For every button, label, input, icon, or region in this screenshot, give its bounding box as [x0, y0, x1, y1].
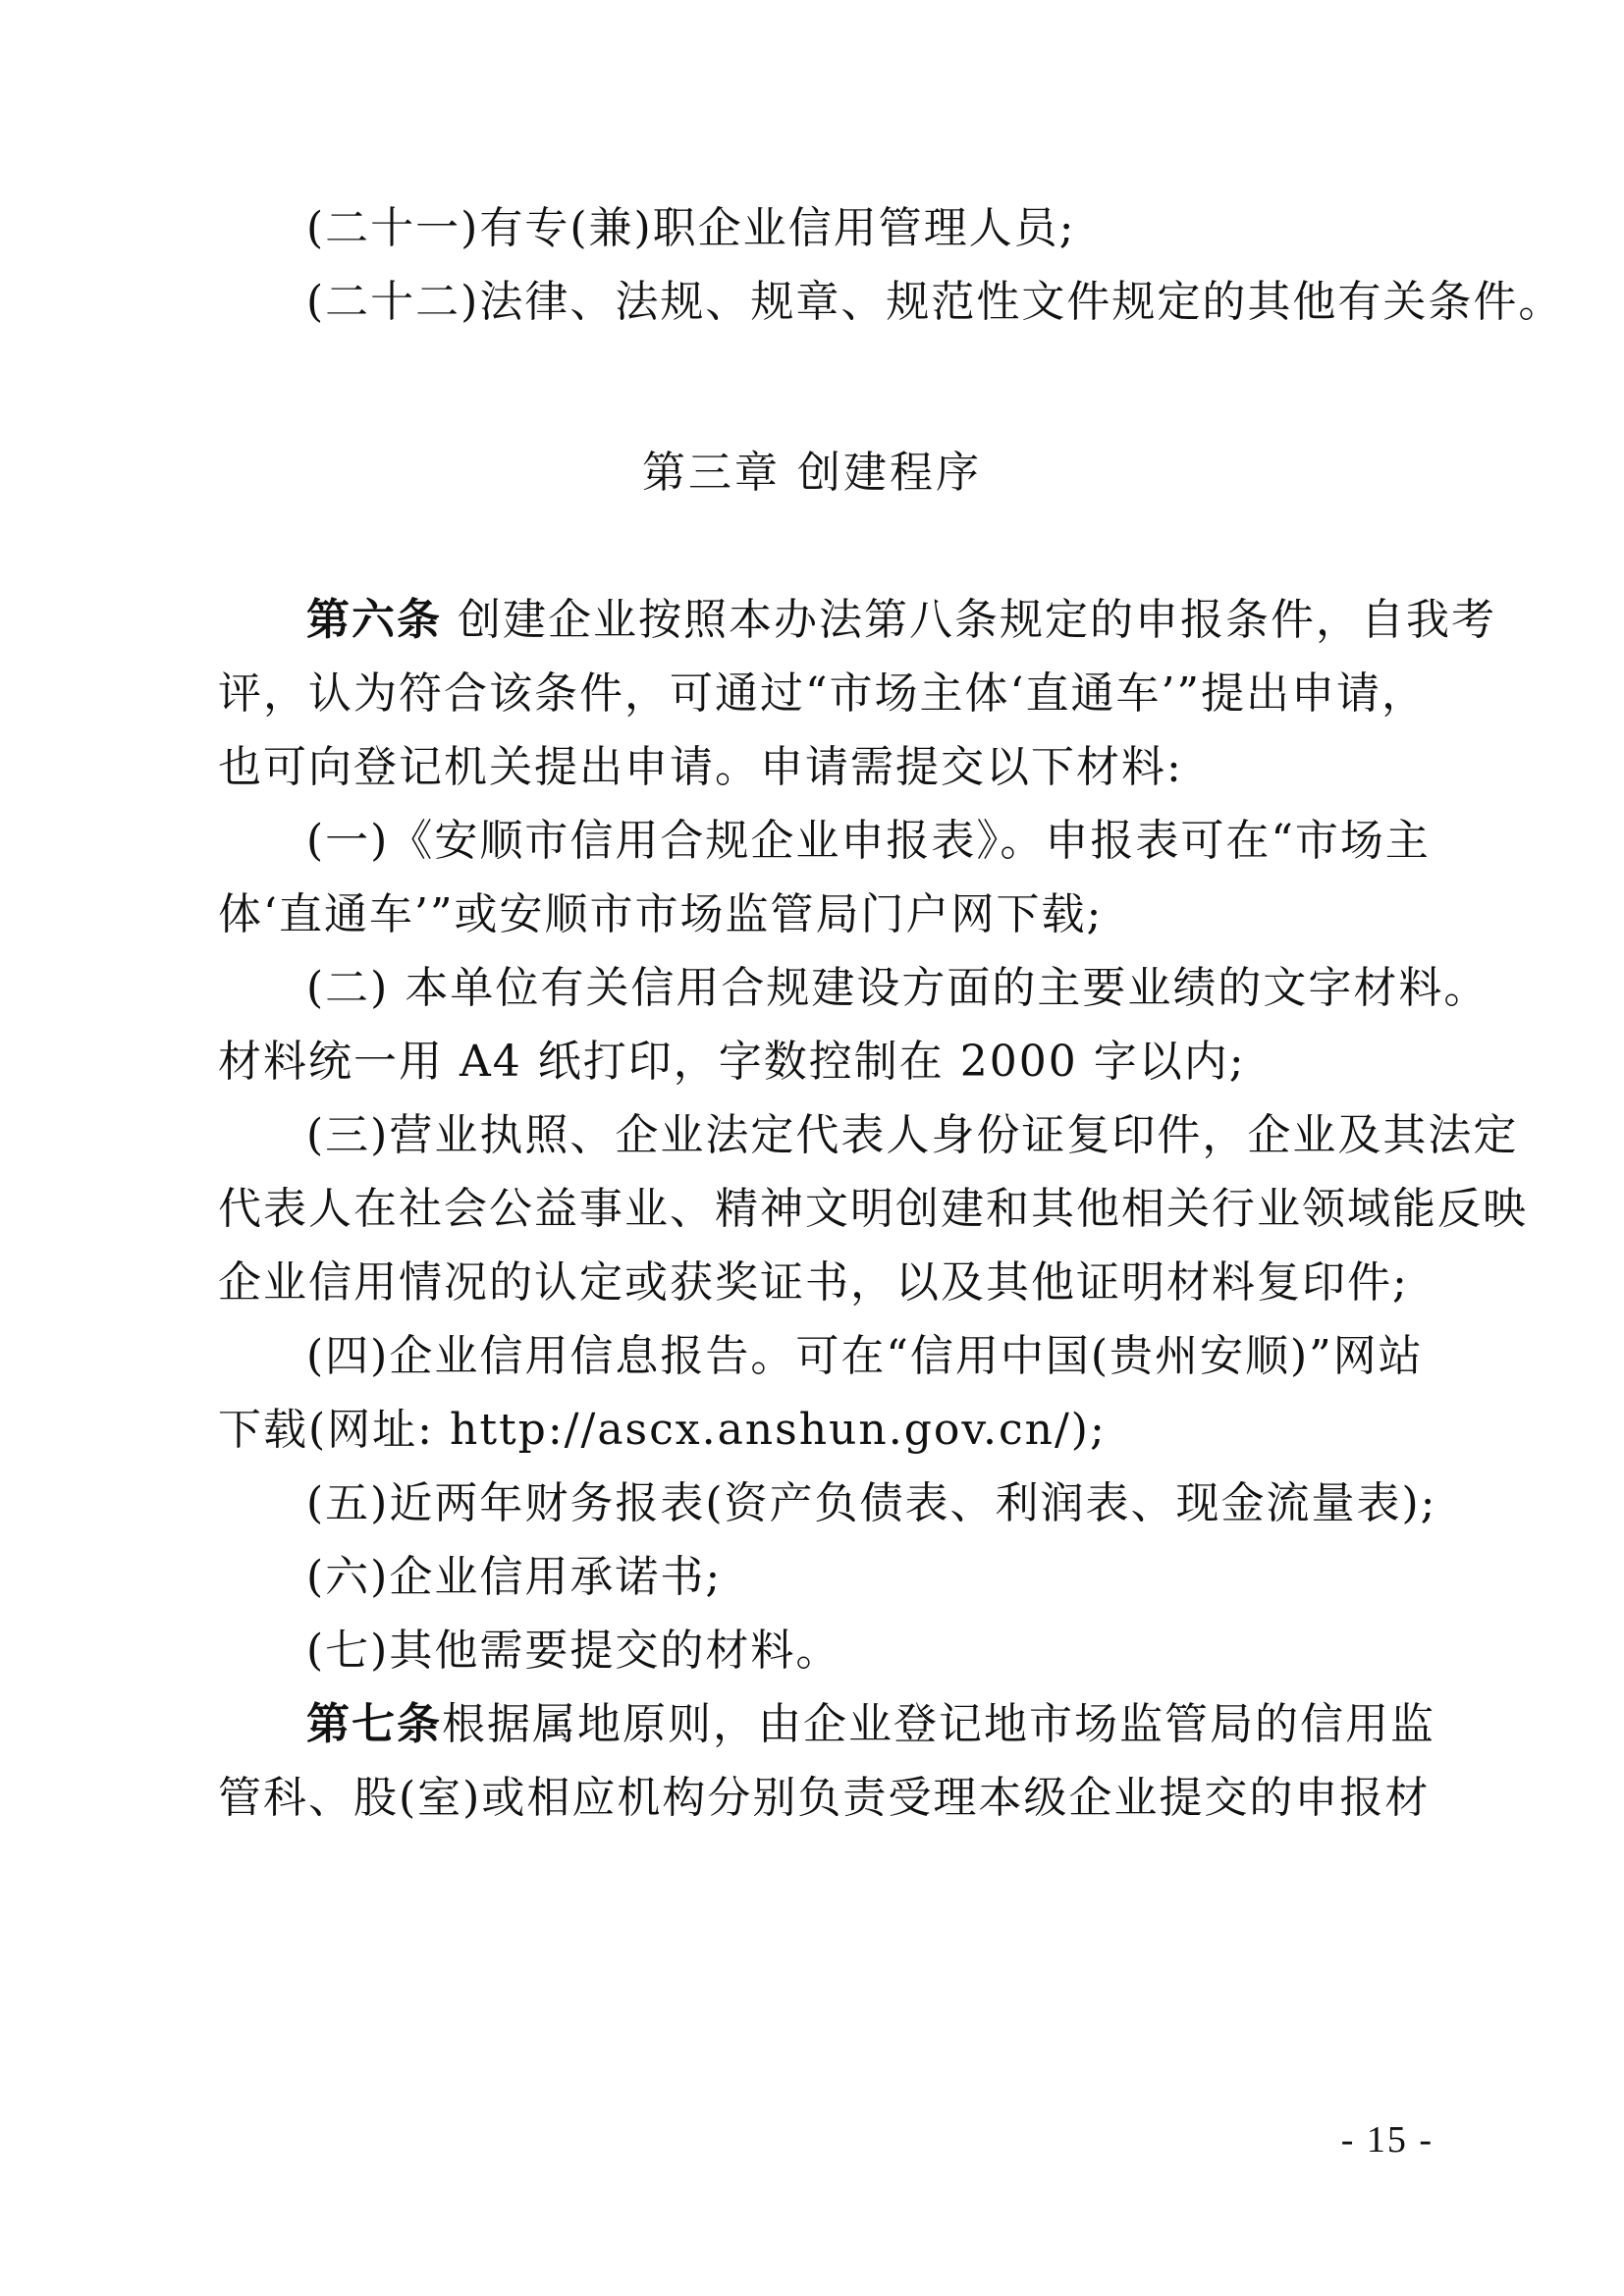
- material-5: (五)近两年财务报表(资产负债表、利润表、现金流量表);: [306, 1478, 1437, 1528]
- material-4-line-1: (四)企业信用信息报告。可在“信用中国(贵州安顺)”网站: [306, 1331, 1424, 1381]
- material-3-line-1: (三)营业执照、企业法定代表人身份证复印件，企业及其法定: [306, 1110, 1519, 1160]
- article-6-line-1: [306, 591, 1496, 650]
- article-6-label: 第六条: [306, 595, 442, 645]
- article-7-line-2: 管科、股(室)或相应机构分别负责受理本级企业提交的申报材: [218, 1773, 1431, 1823]
- item-22: (二十二)法律、法规、规章、规范性文件规定的其他有关条件。: [306, 277, 1564, 327]
- material-1-line-1: (一)《安顺市信用合规企业申报表》。申报表可在“市场主: [306, 816, 1431, 866]
- material-1-line-2: 体‘直通车’”或安顺市市场监管局门户网下载;: [218, 889, 1104, 939]
- material-3-line-2: 代表人在社会公益事业、精神文明创建和其他相关行业领域能反映: [218, 1184, 1528, 1234]
- material-6: (六)企业信用承诺书;: [306, 1552, 723, 1602]
- article-6-line-2: 评，认为符合该条件，可通过“市场主体‘直通车’”提出申请，: [218, 668, 1427, 719]
- item-21: (二十一)有专(兼)职企业信用管理人员;: [306, 203, 1076, 253]
- material-2-line-2: 材料统一用 A4 纸打印，字数控制在 2000 字以内;: [218, 1037, 1246, 1087]
- article-7-line-1: [306, 1695, 1435, 1754]
- article-7-text-1: 根据属地原则，由企业登记地市场监管局的信用监: [442, 1699, 1435, 1749]
- material-2-line-1: (二) 本单位有关信用合规建设方面的主要业绩的文字材料。: [306, 963, 1489, 1013]
- article-6-text-1: 创建企业按照本办法第八条规定的申报条件，自我考: [442, 595, 1496, 645]
- page-number: - 15 -: [1340, 2119, 1434, 2161]
- article-6-line-3: 也可向登记机关提出申请。申请需提交以下材料:: [218, 742, 1183, 792]
- material-3-line-3: 企业信用情况的认定或获奖证书，以及其他证明材料复印件;: [218, 1257, 1409, 1308]
- chapter-title: 第三章 创建程序: [642, 448, 982, 498]
- material-7: (七)其他需要提交的材料。: [306, 1626, 841, 1676]
- article-7-label: 第七条: [306, 1699, 442, 1749]
- material-4-line-2: 下载(网址: http://ascx.anshun.gov.cn/);: [218, 1405, 1107, 1455]
